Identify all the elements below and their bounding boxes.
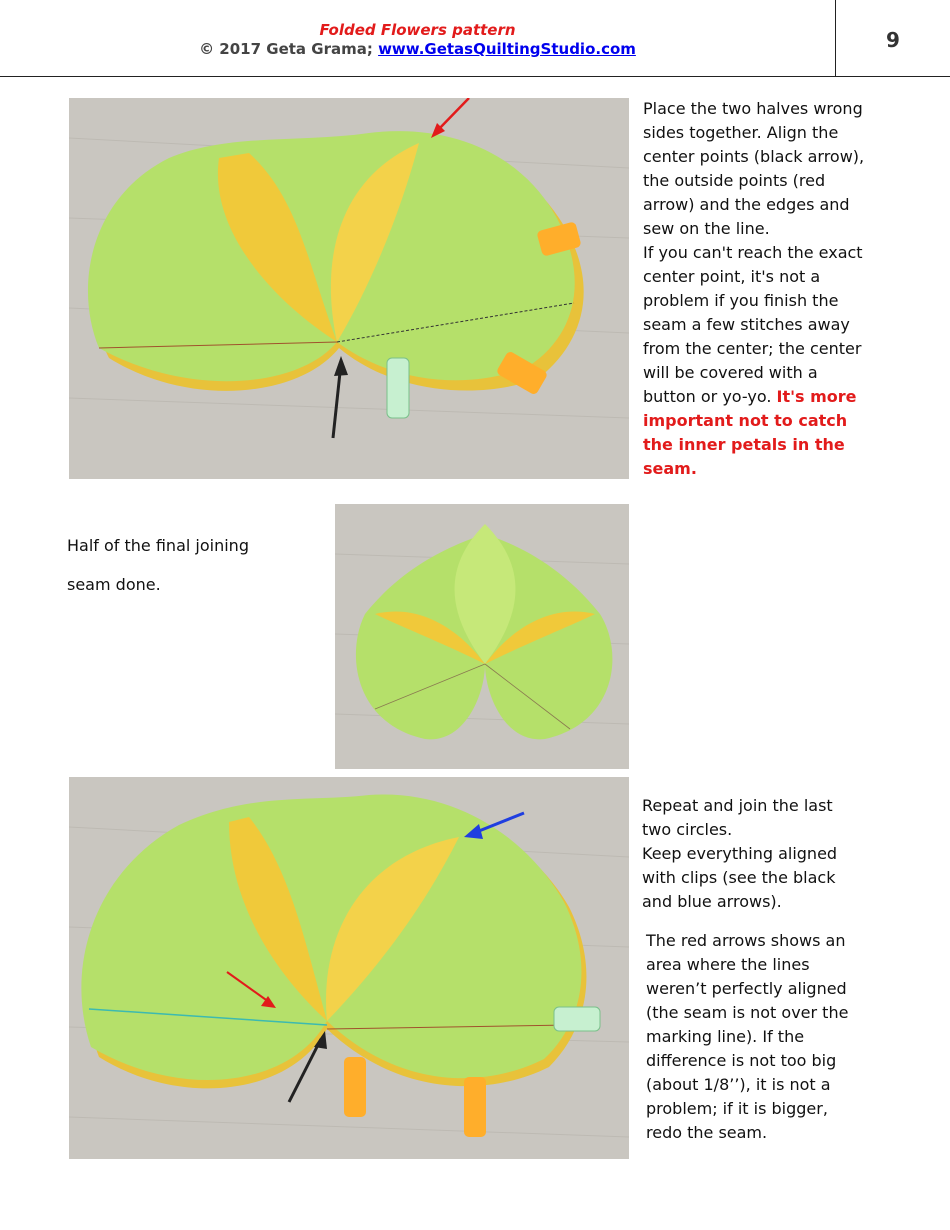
- note-line: marking line). If the: [646, 1027, 805, 1046]
- instruction-line: sides together. Align the: [643, 123, 839, 142]
- page-number: 9: [886, 28, 900, 52]
- instruction-line-mixed: [643, 385, 943, 409]
- photo-halves-aligned: [69, 98, 629, 479]
- green-fabric: [88, 131, 575, 381]
- note-line: The red arrows shows an: [646, 931, 846, 950]
- instruction-line: Place the two halves wrong: [643, 99, 863, 118]
- instruction-line: arrow) and the edges and: [643, 195, 850, 214]
- instructions-part2: [642, 794, 942, 914]
- copyright-line: [0, 40, 835, 58]
- note-line: (about 1/8’’), it is not a: [646, 1075, 831, 1094]
- green-clip: [554, 1007, 600, 1031]
- instructions-part1: [643, 97, 943, 481]
- caption-line: Half of the final joining: [67, 536, 249, 555]
- instruction-text: button or yo-yo.: [643, 387, 777, 406]
- instruction-line: with clips (see the black: [642, 868, 836, 887]
- instruction-line: Repeat and join the last: [642, 796, 833, 815]
- green-clip: [387, 358, 409, 418]
- instruction-line: seam a few stitches away: [643, 315, 850, 334]
- pattern-title: Folded Flowers pattern: [319, 21, 516, 39]
- note-line: area where the lines: [646, 955, 810, 974]
- instruction-line: and blue arrows).: [642, 892, 782, 911]
- caption-half-seam: [67, 534, 317, 597]
- note-line: difference is not too big: [646, 1051, 837, 1070]
- instruction-line: from the center; the center: [643, 339, 862, 358]
- instruction-line: problem if you finish the: [643, 291, 839, 310]
- website-link[interactable]: www.GetasQuiltingStudio.com: [378, 40, 636, 58]
- note-line: weren’t perfectly aligned: [646, 979, 847, 998]
- caption-line: seam done.: [67, 575, 161, 594]
- orange-clip: [344, 1057, 366, 1117]
- note-line: (the seam is not over the: [646, 1003, 849, 1022]
- instruction-line: center point, it's not a: [643, 267, 821, 286]
- emphasis-line: important not to catch: [643, 411, 848, 430]
- note-misalignment: [646, 929, 942, 1145]
- instruction-line: center points (black arrow),: [643, 147, 865, 166]
- emphasis-text: It's more: [776, 387, 857, 406]
- instruction-line: sew on the line.: [643, 219, 770, 238]
- photo-last-circles: [69, 777, 629, 1159]
- copyright-text: 2017 Geta Grama;: [214, 40, 379, 58]
- instruction-line: Keep everything aligned: [642, 844, 838, 863]
- instruction-line: two circles.: [642, 820, 733, 839]
- photo-half-seam-done: [335, 504, 629, 769]
- instruction-line: will be covered with a: [643, 363, 818, 382]
- emphasis-line: the inner petals in the: [643, 435, 845, 454]
- instruction-line: the outside points (red: [643, 171, 826, 190]
- orange-clip-2: [464, 1077, 486, 1137]
- copyright-symbol: ©: [199, 40, 215, 58]
- emphasis-line: seam.: [643, 459, 697, 478]
- instruction-line: If you can't reach the exact: [643, 243, 863, 262]
- note-line: redo the seam.: [646, 1123, 768, 1142]
- note-line: problem; if it is bigger,: [646, 1099, 828, 1118]
